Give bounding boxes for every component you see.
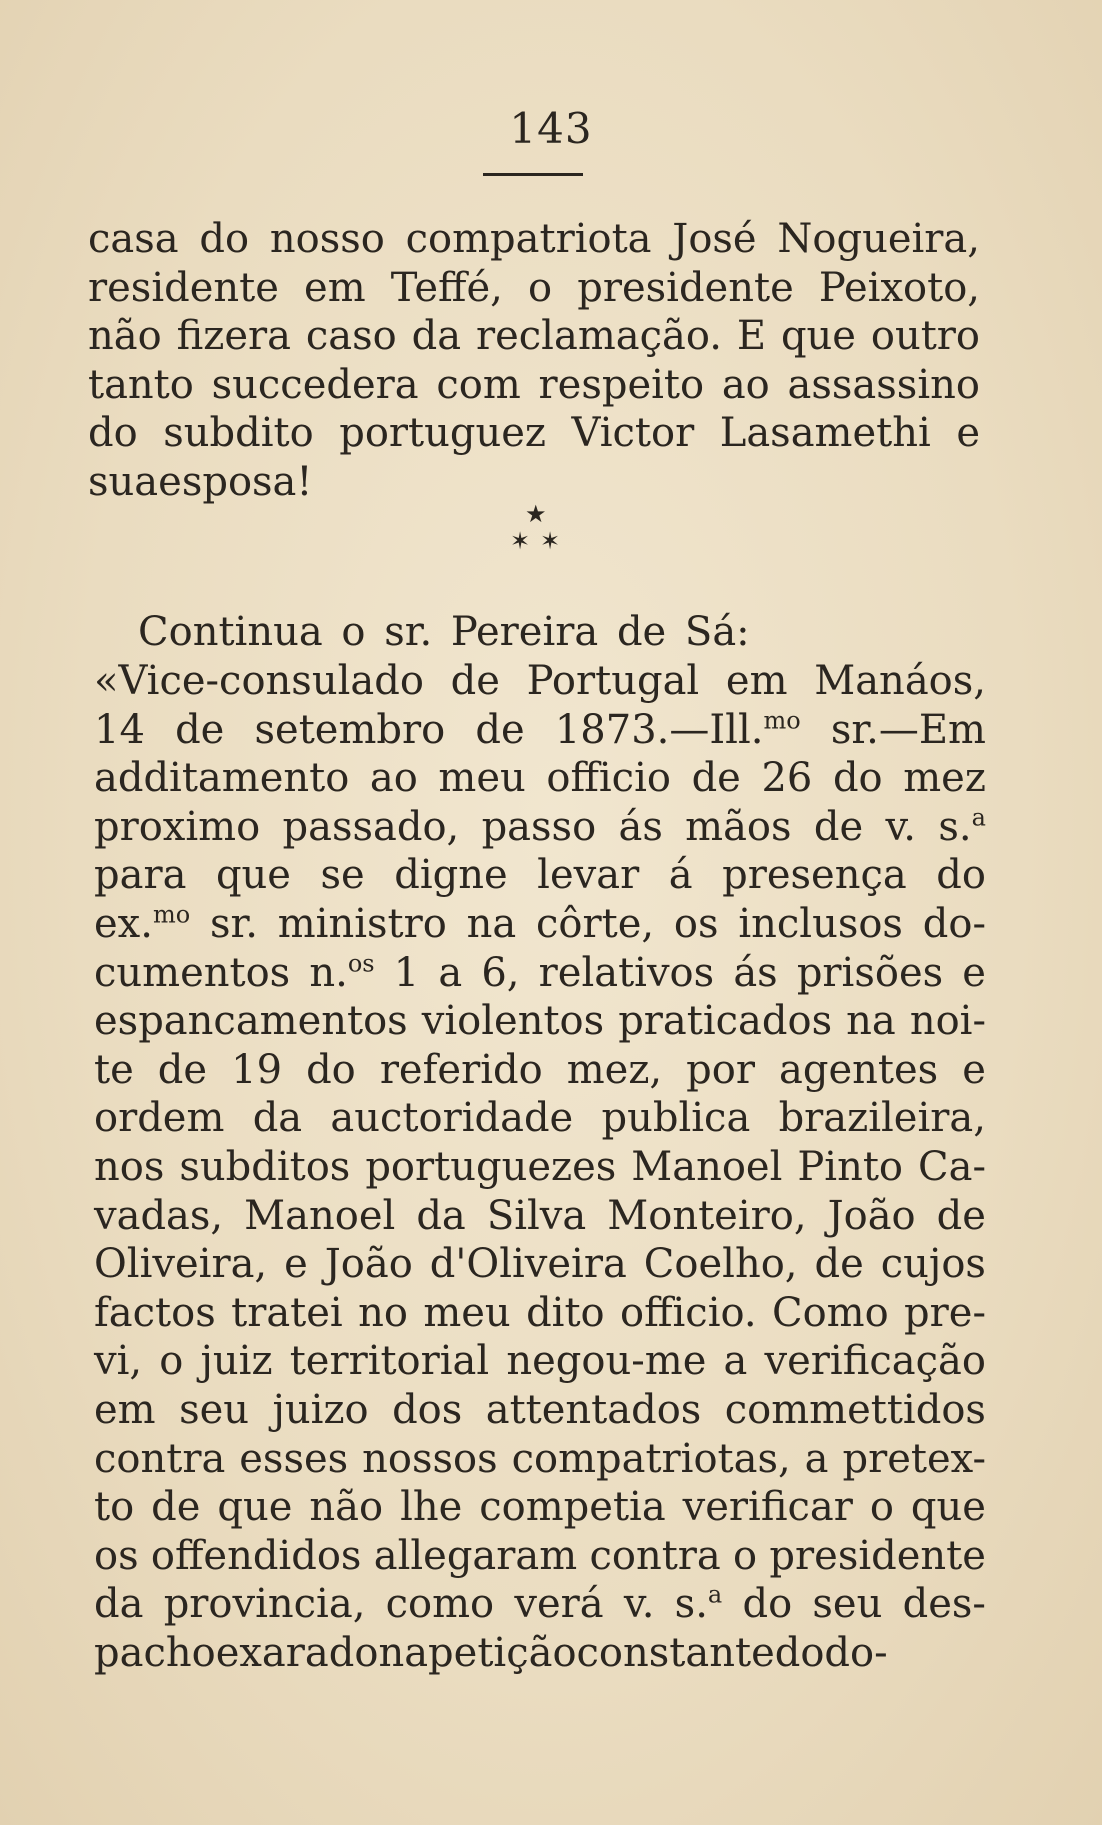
word: competia xyxy=(479,1484,666,1531)
word: caso xyxy=(305,313,397,360)
word: te xyxy=(94,1046,134,1093)
word: que xyxy=(217,1484,293,1531)
word: cumentos xyxy=(94,949,291,996)
word: á xyxy=(668,852,693,899)
word: e xyxy=(284,1241,308,1288)
word: o xyxy=(733,1532,758,1579)
word: não xyxy=(309,1484,384,1531)
word: sr. xyxy=(209,900,258,947)
word: não xyxy=(88,313,162,360)
text-line xyxy=(94,1046,986,1095)
text-line xyxy=(94,1435,986,1484)
word: vi, xyxy=(94,1338,143,1385)
word: petição xyxy=(428,1629,577,1676)
text-line xyxy=(88,312,980,361)
word: de xyxy=(936,1192,986,1239)
word: de xyxy=(691,755,741,802)
word: e xyxy=(962,949,986,996)
text-line xyxy=(94,997,986,1046)
word: v. xyxy=(885,803,917,850)
word: que xyxy=(910,1484,986,1531)
word: na xyxy=(378,1629,429,1676)
word: juiz xyxy=(200,1338,273,1385)
word: dos xyxy=(392,1386,463,1433)
word: lhe xyxy=(400,1484,463,1531)
word: pacho xyxy=(94,1629,216,1676)
word: o xyxy=(528,264,553,311)
word: Monteiro, xyxy=(607,1192,807,1239)
text-line: Continua o sr. Pereira de Sá: xyxy=(138,609,750,655)
text-line xyxy=(94,1580,986,1629)
word: proximo xyxy=(94,803,261,850)
page-number-rule xyxy=(483,173,583,176)
word: de xyxy=(813,803,864,850)
word: 26 xyxy=(761,755,813,802)
word: reclamação. xyxy=(475,313,722,360)
word: a xyxy=(804,1435,829,1482)
text-line xyxy=(94,949,986,998)
word: esses xyxy=(239,1435,349,1482)
asterism-star: ✶ xyxy=(510,527,531,555)
paragraph-2 xyxy=(88,608,1030,657)
word: verificação xyxy=(764,1338,986,1385)
word: ao xyxy=(721,361,770,408)
word: 6, xyxy=(481,949,520,996)
word: verá xyxy=(514,1581,604,1628)
word: de xyxy=(175,706,225,753)
word: do xyxy=(742,1581,793,1628)
word: côrte, xyxy=(536,900,655,947)
word: offendidos xyxy=(150,1532,362,1579)
word: setembro xyxy=(254,706,446,753)
word: ex.$^{mo}$ xyxy=(94,900,191,947)
word: da xyxy=(94,1581,144,1628)
text-line xyxy=(88,361,980,410)
word: seu xyxy=(179,1386,250,1433)
word: passo xyxy=(481,803,597,850)
word: agentes xyxy=(779,1046,939,1093)
word: Teffé, xyxy=(390,264,503,311)
word: subdito xyxy=(163,410,314,457)
word: praticados xyxy=(618,998,833,1045)
text-line xyxy=(94,1629,986,1678)
word: os xyxy=(673,900,719,947)
word: por xyxy=(686,1046,755,1093)
word: des- xyxy=(902,1581,986,1628)
word: Lasamethi xyxy=(719,410,931,457)
text-line xyxy=(94,754,986,803)
word: o xyxy=(869,1484,894,1531)
word: noi- xyxy=(909,998,986,1045)
word: da xyxy=(411,313,462,360)
word: exarado xyxy=(215,1629,379,1676)
word: seu xyxy=(812,1581,883,1628)
word: 1 xyxy=(393,949,420,996)
word: José xyxy=(672,216,757,262)
word: no xyxy=(358,1289,408,1336)
word: Peixoto, xyxy=(818,264,980,311)
text-line xyxy=(94,851,986,900)
word: attentados xyxy=(485,1386,702,1433)
word: Coelho, xyxy=(643,1241,798,1288)
word: do xyxy=(936,852,986,899)
word: e xyxy=(962,1046,986,1093)
word: Nogueira, xyxy=(777,216,980,262)
word: factos xyxy=(94,1289,216,1336)
word: nos xyxy=(94,1143,165,1190)
text-line xyxy=(88,264,980,313)
text-line xyxy=(94,803,986,852)
word: Manoel xyxy=(244,1192,396,1239)
word: tratei xyxy=(231,1289,343,1336)
word: digne xyxy=(394,852,508,899)
word: esposa! xyxy=(158,458,313,505)
word: Portugal xyxy=(526,658,700,704)
word: succedera xyxy=(211,361,419,408)
text-line xyxy=(94,706,986,755)
word: a xyxy=(438,949,463,996)
word: como xyxy=(385,1581,495,1628)
word: Victor xyxy=(571,410,695,457)
word: presidente xyxy=(577,264,794,311)
word: que xyxy=(215,852,291,899)
word: referido xyxy=(379,1046,543,1093)
word: officio xyxy=(546,755,671,802)
word: fizera xyxy=(176,313,291,360)
word: verificar xyxy=(682,1484,853,1531)
word: da xyxy=(252,1095,303,1142)
text-line xyxy=(94,1386,986,1435)
word: que xyxy=(780,313,856,360)
text-line xyxy=(94,657,986,706)
word: Oliveira, xyxy=(94,1241,268,1288)
word: contra xyxy=(589,1532,721,1579)
word: João xyxy=(324,1241,413,1288)
word: auctoridade xyxy=(330,1095,574,1142)
paragraph-1 xyxy=(88,215,980,507)
text-line xyxy=(94,1143,986,1192)
word: passado, xyxy=(282,803,460,850)
word: 1873.—Ill.$^{mo}$ xyxy=(554,706,801,753)
word: residente xyxy=(88,264,279,311)
word: Manáos, xyxy=(814,658,986,704)
text-line xyxy=(94,1094,986,1143)
text-line xyxy=(94,1532,986,1581)
word: em xyxy=(94,1386,156,1433)
word: Ca- xyxy=(918,1143,986,1190)
word: com xyxy=(436,361,521,408)
asterism-star: ✶ xyxy=(540,527,561,555)
word: compatriotas, xyxy=(511,1435,791,1482)
word: violentos xyxy=(421,998,605,1045)
word: inclusos xyxy=(738,900,903,947)
word: do xyxy=(306,1046,356,1093)
word: meu xyxy=(438,755,526,802)
text-line xyxy=(94,900,986,949)
word: vadas, xyxy=(94,1192,224,1239)
word: do xyxy=(199,216,250,262)
word: subditos xyxy=(179,1143,351,1190)
word: tanto xyxy=(88,361,194,408)
word: para xyxy=(94,852,187,899)
text-line xyxy=(88,409,980,458)
word: sr.—Em xyxy=(830,706,986,753)
word: allegaram xyxy=(373,1532,578,1579)
word: respeito xyxy=(538,361,705,408)
word: Manoel xyxy=(631,1143,783,1190)
paragraph-3 xyxy=(88,657,986,1677)
word: d'Oliveira xyxy=(429,1241,627,1288)
word: espancamentos xyxy=(94,998,408,1045)
word: E xyxy=(736,313,767,360)
word: casa xyxy=(88,216,179,262)
word: nosso xyxy=(269,216,385,262)
asterism-ornament xyxy=(508,502,568,560)
word: outro xyxy=(870,313,980,360)
word: presença xyxy=(722,852,907,899)
word: negou-me xyxy=(506,1338,707,1385)
text-line xyxy=(94,1240,986,1289)
word: to xyxy=(94,1484,135,1531)
word: da xyxy=(416,1192,466,1239)
word: na xyxy=(846,998,896,1045)
word: de xyxy=(475,706,525,753)
word: portuguez xyxy=(339,410,546,457)
word: do xyxy=(774,1629,825,1676)
word: mez xyxy=(903,755,986,802)
word: 14 xyxy=(94,706,145,753)
word: 19 xyxy=(231,1046,283,1093)
word: meu xyxy=(423,1289,511,1336)
word: constante xyxy=(576,1629,775,1676)
word: presidente xyxy=(769,1532,986,1579)
word: compatriota xyxy=(405,216,652,262)
word: de xyxy=(157,1046,208,1093)
word: João xyxy=(827,1192,916,1239)
word: se xyxy=(320,852,365,899)
word: sua xyxy=(88,458,159,505)
word: territorial xyxy=(289,1338,490,1385)
word: relativos xyxy=(538,949,715,996)
word: «Vice-consulado xyxy=(94,658,424,704)
word: ministro xyxy=(277,900,447,947)
word: publica xyxy=(601,1095,751,1142)
word: do- xyxy=(922,900,986,947)
word: contra xyxy=(94,1435,226,1482)
word: e xyxy=(956,410,980,457)
text-line xyxy=(94,1192,986,1241)
word: v. xyxy=(623,1581,655,1628)
page-number: 143 xyxy=(509,104,593,153)
text-line xyxy=(94,1289,986,1338)
word: provincia, xyxy=(163,1581,366,1628)
asterism-star: ★ xyxy=(525,500,547,528)
word: mez, xyxy=(566,1046,663,1093)
word: ás xyxy=(618,803,663,850)
word: brazileira, xyxy=(778,1095,986,1142)
word: Pinto xyxy=(797,1143,904,1190)
word: de xyxy=(151,1484,201,1531)
word: mãos xyxy=(685,803,792,850)
word: dito xyxy=(526,1289,605,1336)
word: ordem xyxy=(94,1095,225,1142)
word: o xyxy=(159,1338,184,1385)
word: s.$^a$ xyxy=(938,803,986,850)
word: portuguezes xyxy=(365,1143,617,1190)
word: assassino xyxy=(787,361,980,408)
text-line xyxy=(94,1337,986,1386)
word: commettidos xyxy=(724,1386,986,1433)
word: nossos xyxy=(362,1435,498,1482)
word: cujos xyxy=(880,1241,986,1288)
word: de xyxy=(814,1241,864,1288)
word: pretex- xyxy=(842,1435,986,1482)
word: s.$^a$ xyxy=(674,1580,723,1628)
word: officio. xyxy=(620,1289,757,1336)
word: na xyxy=(466,900,517,947)
word: ás xyxy=(733,949,778,996)
word: a xyxy=(723,1338,748,1385)
word: do xyxy=(832,755,883,802)
word: additamento xyxy=(94,755,350,802)
text-line xyxy=(94,1483,986,1532)
word: pre- xyxy=(904,1289,986,1336)
word: em xyxy=(725,658,788,704)
word: Como xyxy=(771,1289,889,1336)
word: n.$^{os}$ xyxy=(309,949,375,996)
text-line xyxy=(88,215,980,264)
word: ao xyxy=(369,755,418,802)
word: do- xyxy=(824,1629,888,1676)
word: prisões xyxy=(796,949,944,996)
word: em xyxy=(304,264,366,311)
word: juizo xyxy=(272,1386,369,1433)
word: levar xyxy=(537,852,640,899)
word: os xyxy=(94,1532,139,1579)
word: de xyxy=(450,658,500,704)
word: do xyxy=(88,410,138,457)
word: Silva xyxy=(486,1192,587,1239)
